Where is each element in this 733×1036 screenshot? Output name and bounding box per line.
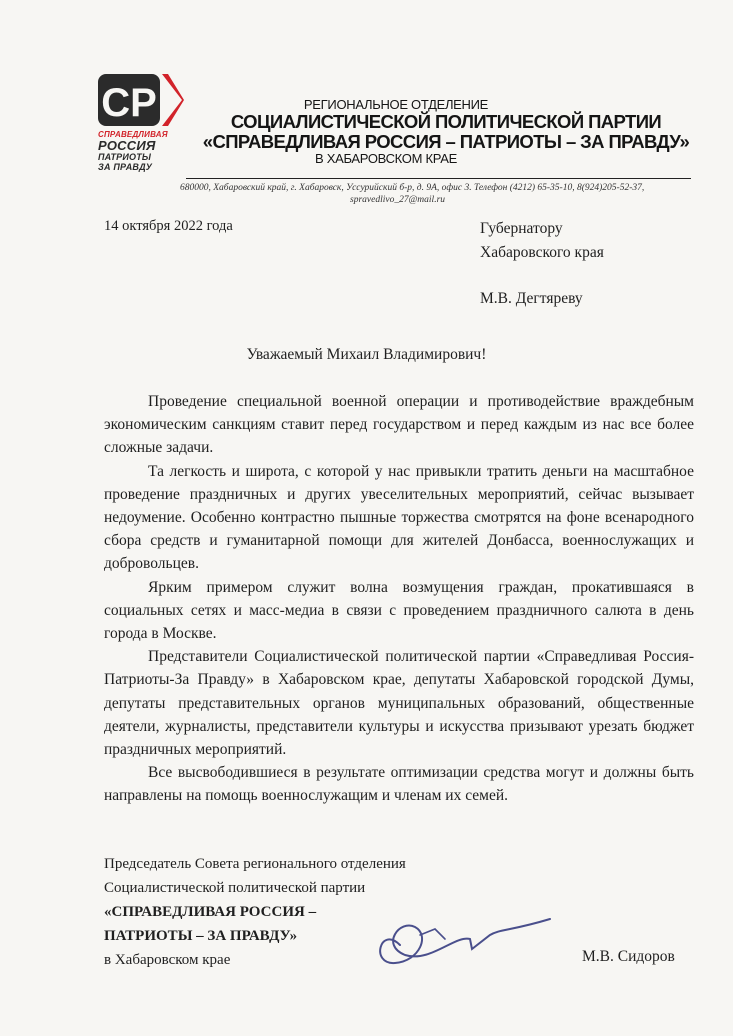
logo-line-3: ПАТРИОТЫ [98, 152, 152, 162]
recipient-title: Губернатору [480, 220, 563, 237]
paragraph: Представители Социалистической политической партии «Справедливая Россия-Патриоты-За Правду» в Хабаровском крае, депутаты Хабаровской городской Думы, депутаты представительных органов муниципальных образований, общественные деятели, журналисты, представители культуры и искусства призывают урезать бюджет праздничных мероприятий. [104, 648, 694, 759]
letterhead-line-4: В ХАБАРОВСКОМ КРАЕ [315, 151, 457, 166]
logo-line-2: РОССИЯ [98, 138, 156, 153]
recipient-name: М.В. Дегтяреву [480, 290, 583, 307]
letterhead-address [180, 182, 690, 206]
signer-name: М.В. Сидоров [582, 948, 675, 965]
svg-text:СР: СР [101, 81, 157, 125]
closing-line-2: Социалистической политической партии [104, 880, 366, 896]
letterhead-line-1: РЕГИОНАЛЬНОЕ ОТДЕЛЕНИЕ [303, 97, 489, 112]
paragraph: Все высвободившиеся в результате оптимизации средства могут и должны быть направлены на помощь военнослужащим и членам их семей. [104, 764, 694, 805]
salutation: Уважаемый Михаил Владимирович! [246, 346, 487, 363]
letter-date: 14 октября 2022 года [104, 218, 233, 234]
letterhead-divider [186, 178, 691, 179]
letterhead-line-3: «СПРАВЕДЛИВАЯ РОССИЯ – ПАТРИОТЫ – ЗА ПРАВДУ» [202, 131, 690, 152]
closing-line-1: Председатель Совета регионального отделения [104, 856, 406, 872]
logo-line-4: ЗА ПРАВДУ [98, 162, 153, 172]
letter-body [104, 390, 694, 808]
recipient-region: Хабаровского края [480, 244, 604, 261]
paragraph: Ярким примером служит волна возмущения граждан, прокатившаяся в социальных сетях и масс-медиа в связи с проведением праздничного салюта в день города в Москве. [104, 578, 694, 643]
address-email: spravedlivo_27@mail.ru [350, 195, 446, 205]
closing-line-3: «СПРАВЕДЛИВАЯ РОССИЯ – [104, 904, 317, 920]
address-line-1: 680000, Хабаровский край, г. Хабаровск, Уссурийский б-р, д. 9А, офис 3. Телефон (4212) 65-35-10, 8(924)205-52-37, [180, 183, 645, 193]
closing-line-5: в Хабаровском крае [104, 952, 231, 968]
closing-line-4: ПАТРИОТЫ – ЗА ПРАВДУ» [104, 928, 298, 944]
paragraph: Проведение специальной военной операции и противодействие враждебным экономическим санкциям ставит перед государством и перед каждым из нас все более сложные задачи. [104, 393, 694, 457]
handwritten-signature [360, 905, 560, 975]
letterhead-line-2: СОЦИАЛИСТИЧЕСКОЙ ПОЛИТИЧЕСКОЙ ПАРТИИ [230, 111, 662, 132]
logo-line-1: СПРАВЕДЛИВАЯ [98, 130, 168, 139]
letterhead [186, 98, 706, 166]
paragraph: Та легкость и широта, с которой у нас привыкли тратить деньги на масштабное проведение праздничных и других увеселительных мероприятий, сейчас вызывает недоумение. Особенно контрастно пышные торжества смотрятся на фоне всенародного сбора средств и гуманитарной помощи для жителей Донбасса, военнослужащих и добровольцев. [104, 462, 694, 573]
